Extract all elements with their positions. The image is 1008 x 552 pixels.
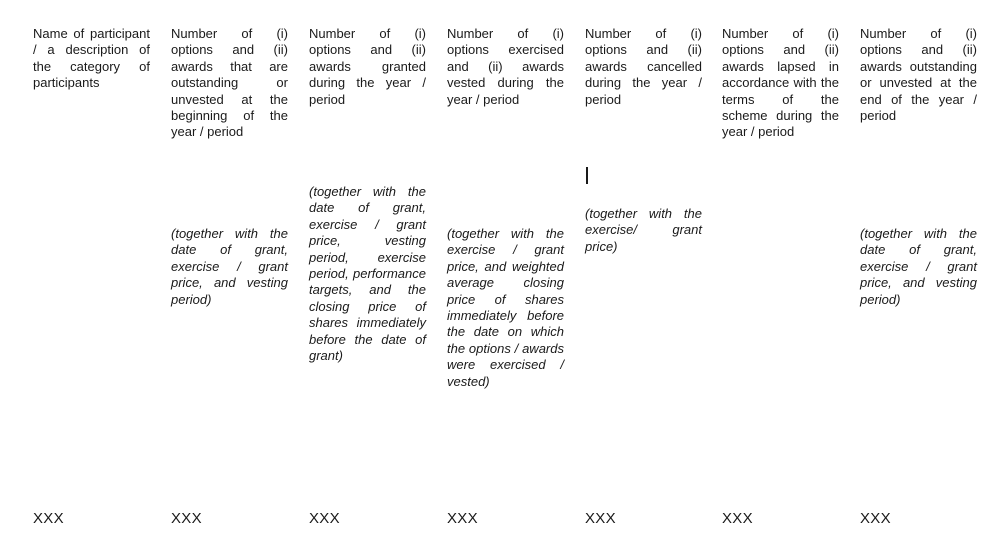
- header-participant: Name of participant / a description of the category of participants: [33, 26, 150, 91]
- note-outstanding-beginning: (together with the date of grant, exercise / grant price, and vesting period): [171, 226, 288, 307]
- note-cancelled: (together with the exercise/ grant price): [585, 206, 702, 254]
- column-outstanding-end: [860, 26, 977, 307]
- note-outstanding-end: (together with the date of grant, exercise / grant price, and vesting period): [860, 226, 977, 307]
- table-cell-outstanding-beginning[interactable]: XXX: [171, 510, 202, 527]
- header-granted: Number of (i) options and (ii) awards granted during the year / period: [309, 26, 426, 107]
- table-cell-outstanding-end[interactable]: XXX: [860, 510, 891, 527]
- table-cell-lapsed[interactable]: XXX: [722, 510, 753, 527]
- table-cell-exercised[interactable]: XXX: [447, 510, 478, 527]
- column-cancelled: [585, 26, 702, 254]
- header-cancelled: Number of (i) options and (ii) awards cancelled during the year / period: [585, 26, 702, 107]
- note-exercised: (together with the exercise / grant price, and weighted average closing price of shares immediately before the date on which the options / awards were exercised / vested): [447, 226, 564, 389]
- header-exercised: Number of (i) options exercised and (ii) awards vested during the year / period: [447, 26, 564, 107]
- column-outstanding-beginning: [171, 26, 288, 307]
- column-lapsed: [722, 26, 839, 141]
- column-participant: [33, 26, 150, 92]
- header-outstanding-end: Number of (i) options and (ii) awards outstanding or unvested at the end of the year / period: [860, 26, 977, 124]
- table-cell-granted[interactable]: XXX: [309, 510, 340, 527]
- column-granted: [309, 26, 426, 364]
- note-granted: (together with the date of grant, exercise / grant price, vesting period, exercise period, performance targets, and the closing price of shares immediately before the date of grant): [309, 184, 426, 364]
- text-cursor: [586, 167, 588, 184]
- header-outstanding-beginning: Number of (i) options and (ii) awards that are outstanding or unvested at the beginning of the year / period: [171, 26, 288, 140]
- column-exercised: [447, 26, 564, 389]
- table-cell-cancelled[interactable]: XXX: [585, 510, 616, 527]
- header-lapsed: Number of (i) options and (ii) awards lapsed in accordance with the terms of the scheme during the year / period: [722, 26, 839, 140]
- table-cell-participant[interactable]: XXX: [33, 510, 64, 527]
